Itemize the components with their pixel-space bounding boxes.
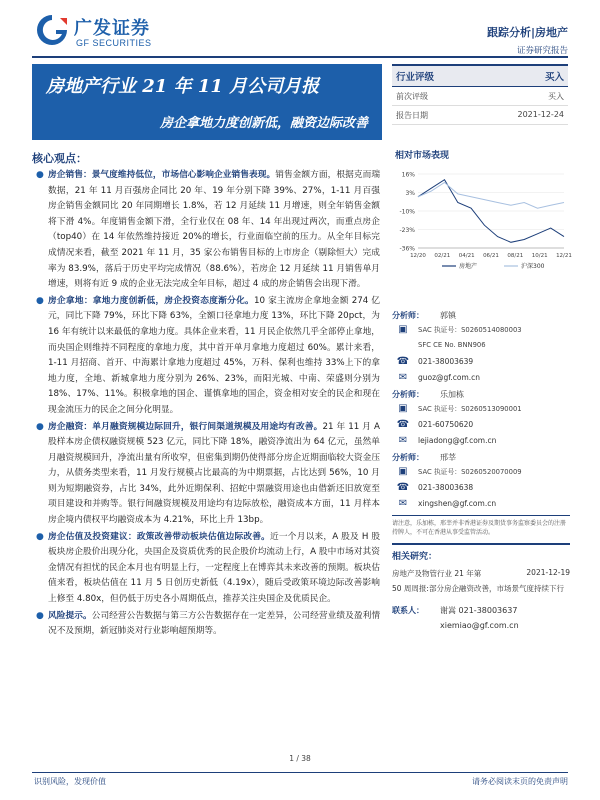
core-view-heading: 核心观点：	[32, 152, 87, 165]
analyst-sfc: SFC CE No. BNN906	[418, 341, 486, 349]
logo-en-text: GF SECURITIES	[76, 38, 152, 48]
analyst-email[interactable]: xingshen@gf.com.cn	[418, 498, 497, 508]
prev-rating-row	[392, 87, 568, 106]
id-card-icon: ▣	[398, 323, 408, 335]
relative-performance-chart	[392, 168, 570, 278]
rating-header	[392, 64, 568, 87]
mail-icon: ✉	[398, 434, 408, 446]
analyst-1	[392, 310, 570, 385]
footer-slogan: 识别风险，发现价值	[34, 777, 106, 786]
analyst-sac: SAC 执证号：S0260513090001	[418, 405, 522, 413]
report-date-value: 2021-12-24	[517, 110, 564, 119]
paragraph-head: 房企融资：单月融资规模边际回升，银行间渠道规模及用途均有改善。	[48, 421, 323, 432]
series-line-2	[418, 183, 564, 209]
analyst-label: 分析师：	[392, 311, 424, 320]
paragraph-head: 风险提示。	[48, 610, 92, 621]
analyst-label: 分析师：	[392, 453, 424, 462]
core-view-body	[34, 168, 380, 641]
report-date-label: 报告日期	[396, 111, 428, 120]
x-tick-label: 10/21	[531, 253, 548, 259]
id-card-icon: ▣	[398, 465, 408, 477]
analyst-label: 分析师：	[392, 390, 424, 399]
contact-block	[392, 605, 570, 630]
x-tick-label: 04/21	[458, 253, 475, 259]
bullet-icon: ●	[36, 295, 44, 306]
paragraph-valuation	[34, 530, 380, 608]
gf-logo-icon	[34, 12, 70, 48]
header-right	[487, 24, 568, 56]
page-number: 1 / 38	[289, 754, 311, 763]
related-item-date: 2021-12-19	[526, 568, 570, 577]
y-tick-label: 3%	[405, 190, 415, 197]
report-class: 证券研究报告	[516, 46, 568, 56]
phone-icon: ☎	[396, 418, 410, 430]
analyst-name: 邢莘	[440, 453, 456, 462]
paragraph-land	[34, 294, 380, 419]
company-logo	[34, 12, 194, 52]
analyst-phone: 021-38003638	[418, 482, 474, 492]
analyst-phone: 021-38003639	[418, 356, 474, 366]
contact-name: 谢嵩 021-38003637	[440, 606, 518, 615]
paragraph-sales	[34, 168, 380, 293]
rating-panel	[392, 64, 568, 125]
contact-email[interactable]: xiemiao@gf.com.cn	[440, 621, 519, 630]
paragraph-text: 公司经营公告数据与第三方公告数据存在一定差异，公司经营业绩及盈利情况不及预期，新冠肺炎对行业影响超预期等。	[48, 610, 381, 637]
rating-value: 买入	[544, 72, 564, 83]
analyst-3	[392, 452, 570, 511]
rating-label: 行业评级	[396, 72, 435, 83]
prev-rating-value: 买入	[548, 92, 564, 101]
x-tick-label: 08/21	[507, 253, 524, 259]
footer-divider	[32, 772, 568, 773]
footer-disclaimer: 请务必阅读末页的免责声明	[472, 777, 568, 786]
analyst-panel	[392, 310, 570, 630]
paragraph-head: 房企拿地：拿地力度创新低，房企投资态度渐分化。	[48, 295, 254, 306]
analyst-sac: SAC 执证号：S0260514080003	[418, 326, 522, 334]
y-tick-label: -23%	[399, 227, 415, 234]
analyst-phone: 021-60750620	[418, 419, 474, 429]
y-tick-label: -36%	[399, 245, 415, 253]
y-tick-label: -10%	[399, 208, 415, 216]
legend-label: 房地产	[459, 263, 478, 270]
related-title: 相关研究：	[392, 543, 570, 562]
analyst-email[interactable]: guoz@gf.com.cn	[418, 372, 481, 382]
related-item[interactable]	[392, 568, 570, 579]
report-type: 跟踪分析|房地产	[486, 26, 568, 39]
paragraph-text: 近一个月以来，A 股及 H 股板块房企股价出现分化，央国企及资质优秀的民企股价均流动上行，A 股中市场对其资金情况有担忧的民企本月也有明显上行，一定程度上在博弈其未来改善的预期。板块估值来看，板块估值在 11 月 5 日创历史新低（4.19x），随后受政策环境边际改善影响上修至 4.80x，但仍低于历史各小周期低点，推荐关注央国企及优质民企。	[48, 531, 381, 605]
y-tick-label: 16%	[401, 171, 415, 179]
paragraph-risk	[34, 609, 380, 640]
related-item-title: 房地产及物管行业 21 年第	[392, 569, 482, 578]
analyst-sac: SAC 执证号：S0260520070009	[418, 468, 522, 476]
bullet-icon: ●	[36, 610, 44, 621]
x-tick-label: 02/21	[434, 253, 451, 259]
bullet-icon: ●	[36, 421, 44, 432]
prev-rating-label: 前次评级	[396, 92, 428, 101]
title-banner	[32, 64, 382, 140]
page-subtitle: 房企拿地力度创新低，融资边际改善	[159, 116, 368, 131]
paragraph-head: 房企销售：景气度维持低位，市场信心影响企业销售表现。	[48, 170, 276, 180]
mail-icon: ✉	[398, 371, 408, 383]
chart-title: 相对市场表现	[395, 151, 450, 161]
legend-label: 沪深300	[521, 263, 545, 270]
bullet-icon: ●	[36, 170, 44, 180]
id-card-icon: ▣	[398, 402, 408, 414]
report-date-row	[392, 106, 568, 125]
logo-cn-text: 广发证券	[74, 18, 150, 39]
x-tick-label: 06/21	[483, 253, 499, 259]
phone-icon: ☎	[396, 355, 410, 367]
analyst-2	[392, 389, 570, 448]
related-item-sub: 50 周周报:部分房企融资改善，市场景气度持续下行	[392, 584, 564, 593]
analyst-name: 郭镇	[440, 311, 456, 320]
analyst-email[interactable]: lejiadong@gf.com.cn	[418, 435, 497, 445]
x-tick-label: 12/21	[556, 253, 572, 259]
header-divider	[32, 56, 568, 58]
bullet-icon: ●	[36, 531, 44, 542]
paragraph-head: 房企估值及投资建议：政策改善带动板块估值边际改善。	[48, 531, 271, 542]
paragraph-text: 销售金额方面，根据克而瑞数据，21 年 11 月百强房企同比 20 年、19 年分别下降 39%、27%，1-11 月百强房企销售金额同比 20 年同期增长 1.8%，若 12 月延续 11 月增速，则全年销售金额将下滑 4%。年度销售金额下滑，全行业仅在 08 年、14 年出现过两次，而重点房企（top40）在 14 年依然维持接近 20%的增长，行业面临空前的压力。从全年目标完成情况来看，截至 2021 年 11 月，35 家公布销售目标的上市房企（剔除恒大）完成率为 83.9%，落后于历史平均完成情况（88.6%），若房企 12 月延续 11 月销售单月增速，则将有近 9 成的企业无法完成全年目标，超过 4 成的房企销售会出现下滑。	[48, 170, 381, 290]
paragraph-finance	[34, 420, 380, 529]
phone-icon: ☎	[396, 481, 410, 493]
page-title: 房地产行业 21 年 11 月公司月报	[46, 76, 320, 97]
disclaimer-note: 请注意，乐加栋，邢莘并非香港证券及期货事务监察委员会的注册持牌人，不可在香港从事受监管活动。	[392, 515, 570, 537]
paragraph-text: 10 家主流房企拿地金额 274 亿元，同比下降 79%，环比下降 63%，全额口径拿地力度 13%，环比下降 20pct，为 16 年有统计以来最低的拿地力度。具体企业来看，11 月民企依然几乎全部停止拿地，而央国企则维持不同程度的拿地力度，其中首开单月拿地力度超过 60%。累计来看，1-11 月招商、首开、中海累计拿地力度超过 45%，万科、保利也维持 33%上下的拿地力度，全地、新城拿地力度分别为 26%、23%，而阳光城、中南、荣盛则分别为 18%、17%、11%。积极拿地的国企、谨慎拿地的国企，资金相对安全的民企和现在现金流压力的民企之间分化明显。	[48, 295, 380, 415]
analyst-name: 乐加栋	[440, 390, 464, 399]
x-tick-label: 12/20	[410, 253, 426, 259]
contact-label: 联系人：	[392, 606, 424, 615]
mail-icon: ✉	[398, 497, 408, 509]
paragraph-text: 21 年 11 月 A 股样本房企债权融资规模 523 亿元，同比下降 18%，融资净流出为 64 亿元，虽然单月融资规模回升，净流出量有所收窄，但密集到期仍使得部分房企近期面临较大资金压力，从债务类型来看，11 月发行规模占比最高的为中期票据，占比达到 56%，10 月则为短期融资券，占比 34%，此外近期保利、招蛇中票融资用途也由借新还旧放宽至项目建设和并购等。银行间融资规模及用途均有边际放松，融资成本方面，11 月样本房企境内债权平均融资成本为 4.21%，环比上升 13bp。	[48, 421, 380, 526]
